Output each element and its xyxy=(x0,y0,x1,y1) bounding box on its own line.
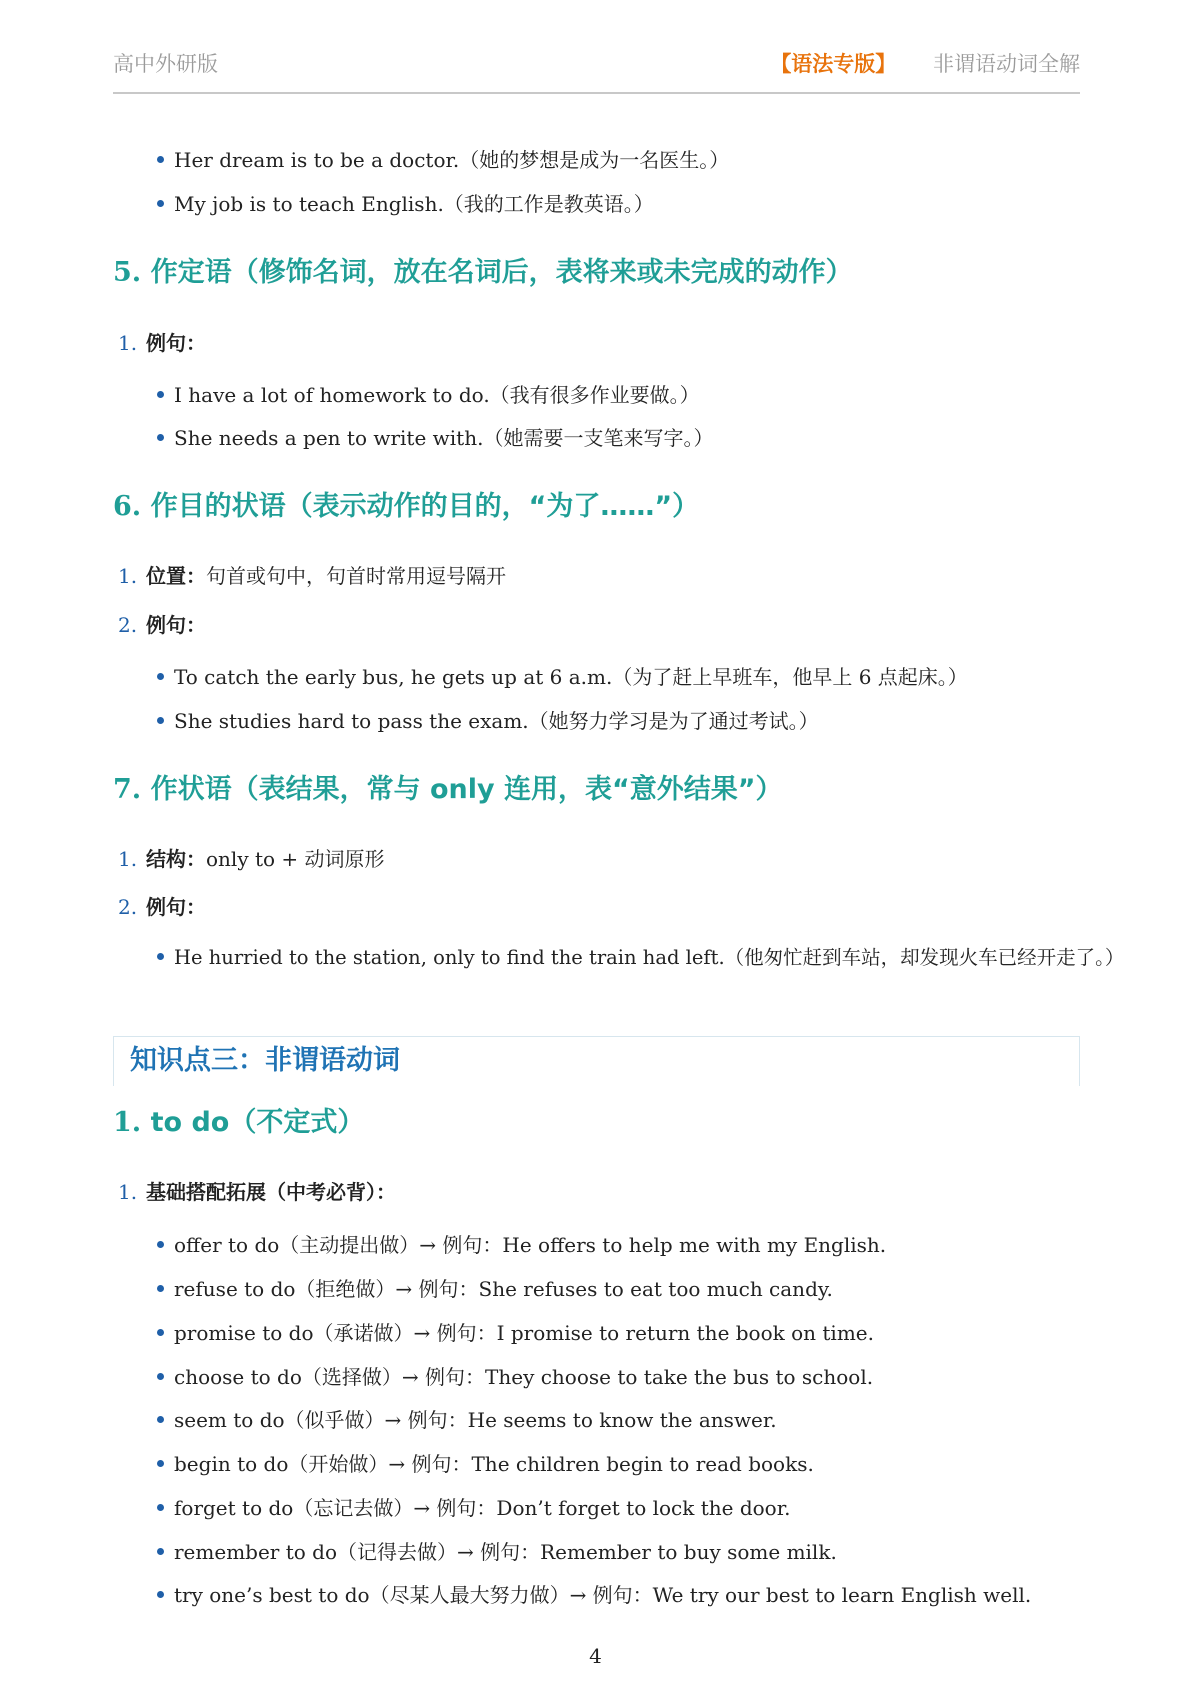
bullet-dot-icon xyxy=(157,200,164,207)
list-item: seem to do（似乎做）→ 例句：He seems to know the answer. xyxy=(157,1406,777,1434)
bullet-dot-icon xyxy=(157,1591,164,1598)
header-edition: 高中外研版 xyxy=(113,52,218,76)
list-item: begin to do（开始做）→ 例句：The children begin to read books. xyxy=(157,1450,814,1478)
bullet-dot-icon xyxy=(157,434,164,441)
numbered-item: 2. 例句： xyxy=(118,895,206,919)
numbered-item: 1. 结构：only to + 动词原形 xyxy=(118,847,385,871)
list-item: offer to do（主动提出做）→ 例句：He offers to help me with my English. xyxy=(157,1231,886,1259)
numbered-item: 2. 例句： xyxy=(118,613,206,637)
section-heading-5: 5. 作定语（修饰名词，放在名词后，表将来或未完成的动作） xyxy=(113,257,853,288)
numbered-item: 1. 例句： xyxy=(118,331,206,355)
numbered-item: 1. 基础搭配拓展（中考必背）： xyxy=(118,1180,396,1204)
list-item: try one’s best to do（尽某人最大努力做）→ 例句：We try our best to learn English well. xyxy=(157,1581,1031,1609)
page-number: 4 xyxy=(589,1644,602,1668)
page-header xyxy=(113,44,1080,94)
list-item: refuse to do（拒绝做）→ 例句：She refuses to eat too much candy. xyxy=(157,1275,833,1303)
bullet-dot-icon xyxy=(157,1504,164,1511)
list-item: I have a lot of homework to do.（我有很多作业要做。） xyxy=(157,381,700,409)
bullet-dot-icon xyxy=(157,1329,164,1336)
knowledge-point-title: 知识点三：非谓语动词 xyxy=(130,1045,400,1076)
bullet-dot-icon xyxy=(157,673,164,680)
list-item: Her dream is to be a doctor.（她的梦想是成为一名医生。） xyxy=(157,146,729,174)
header-right-group xyxy=(770,48,1080,78)
bullet-dot-icon xyxy=(157,1241,164,1248)
list-item: remember to do（记得去做）→ 例句：Remember to buy some milk. xyxy=(157,1538,837,1566)
list-item: She needs a pen to write with.（她需要一支笔来写字。） xyxy=(157,424,713,452)
knowledge-point-box xyxy=(113,1036,1080,1086)
subsection-heading-1: 1. to do（不定式） xyxy=(113,1107,365,1138)
header-tag: 【语法专版】 xyxy=(770,52,897,76)
list-item: choose to do（选择做）→ 例句：They choose to take the bus to school. xyxy=(157,1363,873,1391)
bullet-dot-icon xyxy=(157,1373,164,1380)
bullet-dot-icon xyxy=(157,1285,164,1292)
bullet-dot-icon xyxy=(157,1460,164,1467)
section-heading-7: 7. 作状语（表结果，常与 only 连用，表“意外结果”） xyxy=(113,774,783,805)
list-item: My job is to teach English.（我的工作是教英语。） xyxy=(157,190,654,218)
bullet-dot-icon xyxy=(157,1548,164,1555)
list-item: promise to do（承诺做）→ 例句：I promise to return the book on time. xyxy=(157,1319,874,1347)
bullet-dot-icon xyxy=(157,391,164,398)
list-item: To catch the early bus, he gets up at 6 a.m.（为了赶上早班车，他早上 6 点起床。） xyxy=(157,663,968,691)
numbered-item: 1. 位置：句首或句中，句首时常用逗号隔开 xyxy=(118,564,506,588)
list-item: She studies hard to pass the exam.（她努力学习是为了通过考试。） xyxy=(157,707,819,735)
bullet-dot-icon xyxy=(157,156,164,163)
header-subject: 非谓语动词全解 xyxy=(933,52,1080,76)
list-item: forget to do（忘记去做）→ 例句：Don’t forget to lock the door. xyxy=(157,1494,790,1522)
list-item: He hurried to the station, only to find the train had left.（他匆忙赶到车站，却发现火车已经开走了。） xyxy=(157,944,1124,972)
section-heading-6: 6. 作目的状语（表示动作的目的，“为了……”） xyxy=(113,491,700,522)
bullet-dot-icon xyxy=(157,953,164,960)
bullet-dot-icon xyxy=(157,717,164,724)
bullet-dot-icon xyxy=(157,1416,164,1423)
